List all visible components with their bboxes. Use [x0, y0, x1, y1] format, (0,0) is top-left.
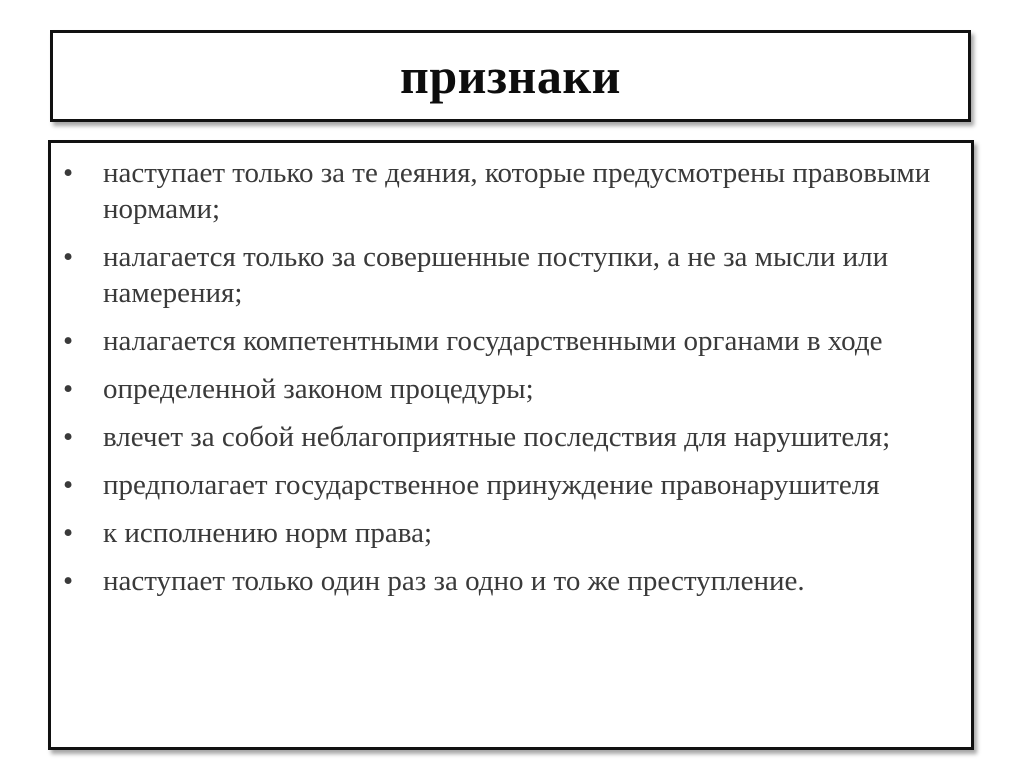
- bullet-icon: •: [63, 565, 74, 597]
- list-item: [51, 515, 971, 551]
- list-item-text: влечет за собой неблагоприятные последствия для нарушителя;: [103, 421, 891, 453]
- title-box: [50, 30, 971, 122]
- bullet-icon: •: [63, 517, 74, 549]
- bullet-icon: •: [63, 157, 74, 189]
- list-item-text: определенной законом процедуры;: [103, 373, 534, 405]
- bullet-icon: •: [63, 325, 74, 357]
- list-item: [51, 419, 971, 455]
- bullet-list: [51, 155, 971, 611]
- list-item-text: наступает только за те деяния, которые предусмотрены правовыми нормами;: [103, 157, 931, 225]
- bullet-icon: •: [63, 469, 74, 501]
- list-item-text: налагается только за совершенные поступки, а не за мысли или намерения;: [103, 241, 889, 309]
- list-item: [51, 563, 971, 599]
- list-item: [51, 155, 971, 227]
- list-item-text: предполагает государственное принуждение правонарушителя: [103, 469, 880, 501]
- list-item-text: наступает только один раз за одно и то же преступление.: [103, 565, 805, 597]
- list-box: [48, 140, 974, 750]
- list-item-text: налагается компетентными государственными органами в ходе: [103, 325, 883, 357]
- list-item: [51, 323, 971, 359]
- slide-title: признаки: [400, 48, 621, 104]
- list-item-text: к исполнению норм права;: [103, 517, 432, 549]
- list-item: [51, 239, 971, 311]
- bullet-icon: •: [63, 373, 74, 405]
- bullet-icon: •: [63, 421, 74, 453]
- list-item: [51, 467, 971, 503]
- list-item: [51, 371, 971, 407]
- bullet-icon: •: [63, 241, 74, 273]
